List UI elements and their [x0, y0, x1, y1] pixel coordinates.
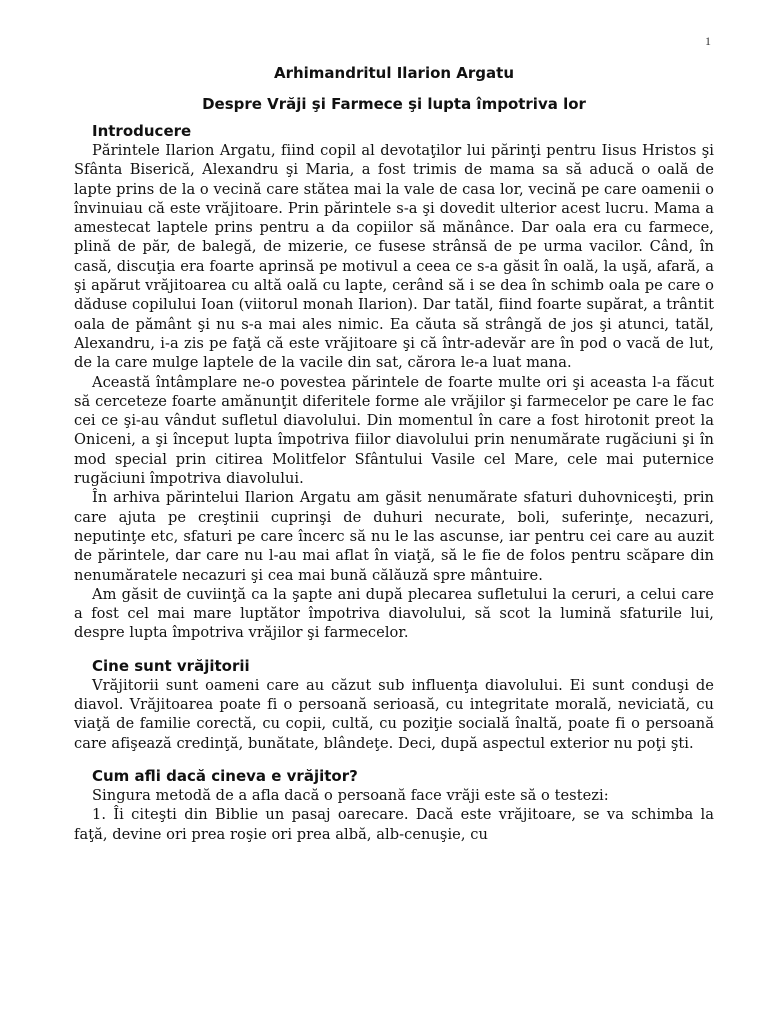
section-how-to-find-out	[74, 767, 714, 844]
paragraph: Vrăjitorii sunt oameni care au căzut sub influenţa diavolului. Ei sunt conduşi de diavol. Vrăjitoarea poate fi o persoană serioasă, cu integritate morală, neviciată, cu viaţă de familie corectă, cu copii, cultă, cu poziţie socială înaltă, poate fi o persoană care afişează credinţă, bunătate, blândeţe. Deci, după aspectul exterior nu poţi şti.	[74, 676, 714, 752]
section-heading: Introducere	[92, 122, 192, 140]
page-number: 1	[705, 34, 711, 48]
author-name: Arhimandritul Ilarion Argatu	[273, 64, 515, 82]
paragraph: Părintele Ilarion Argatu, fiind copil al devotaţilor lui părinţi pentru Iisus Hristos şi Sfânta Biserică, Alexandru şi Maria, a fost trimis de mama sa să aducă o oală de lapte prins de la o vecină care stătea mai la vale de casa lor, vecină pe care oamenii o învinuiau că este vrăjitoare. Prin părintele s-a şi dovedit ulterior acest lucru. Mama a amestecat laptele prins pentru a da copiilor să mănânce. Dar oala era cu farmece, plină de păr, de balegă, de mizerie, ce fusese strânsă de pe urma vacilor. Când, în casă, discuţia era foarte aprinsă pe motivul a ceea ce s-a găsit în oală, la uşă, afară, a şi apărut vrăjitoarea cu altă oală cu lapte, cerând să i se dea în schimb oala pe care o dăduse copilului Ioan (viitorul monah Ilarion). Dar tatăl, fiind foarte supărat, a trântit oala de pământ şi nu s-a mai ales nimic. Ea căuta să strângă de jos şi atunci, tatăl, Alexandru, i-a zis pe faţă că este vrăjitoare şi că într-adevăr are în pod o vacă de lut, de la care mulge laptele de la vacile din sat, cărora le-a luat mana.	[74, 142, 714, 372]
document-page	[74, 30, 714, 844]
section-heading: Cine sunt vrăjitorii	[92, 656, 250, 675]
paragraph: 1. Îi citeşti din Biblie un pasaj oarecare. Dacă este vrăjitoare, se va schimba la faţă, devine ori prea roşie ori prea albă, alb-cenuşie, cu	[74, 806, 714, 843]
paragraph: Am găsit de cuviinţă ca la şapte ani după plecarea sufletului la ceruri, a celui care a fost cel mai mare luptător împotriva diavolului, să scot la lumină sfaturile lui, despre lupta împotriva vrăjilor şi farmecelor.	[74, 585, 714, 642]
section-who-are-sorcerers	[74, 657, 714, 753]
section-heading: Cum afli dacă cineva e vrăjitor?	[92, 766, 358, 785]
paragraph: În arhiva părintelui Ilarion Argatu am găsit nenumărate sfaturi duhovniceşti, prin care ajuta pe creştinii cuprinşi de duhuri necurate, boli, suferinţe, necazuri, neputinţe etc, sfaturi pe care încerc să nu le las ascunse, iar pentru cei care au auzit de părintele, dar care nu l-au mai aflat în viaţă, să le fie de folos pentru scăpare din nenumăratele necazuri şi cea mai bună călăuză spre mântuire.	[74, 489, 714, 584]
paragraph: Această întâmplare ne-o povestea părintele de foarte multe ori şi aceasta l-a făcut să cerceteze foarte amănunţit diferitele forme ale vrăjilor şi farmecelor pe care le fac cei ce şi-au vândut sufletul diavolului. Din momentul în care a fost hirotonit preot la Oniceni, a şi început lupta împotriva fiilor diavolului prin nenumărate rugăciuni şi în mod special prin citirea Molitfelor Sfântului Vasile cel Mare, cele mai puternice rugăciuni împotriva diavolului.	[74, 373, 714, 488]
paragraph: Singura metodă de a afla dacă o persoană face vrăji este să o testezi:	[92, 786, 609, 804]
section-introduction	[74, 122, 714, 643]
document-title: Despre Vrăji şi Farmece şi lupta împotriva lor	[202, 95, 586, 113]
